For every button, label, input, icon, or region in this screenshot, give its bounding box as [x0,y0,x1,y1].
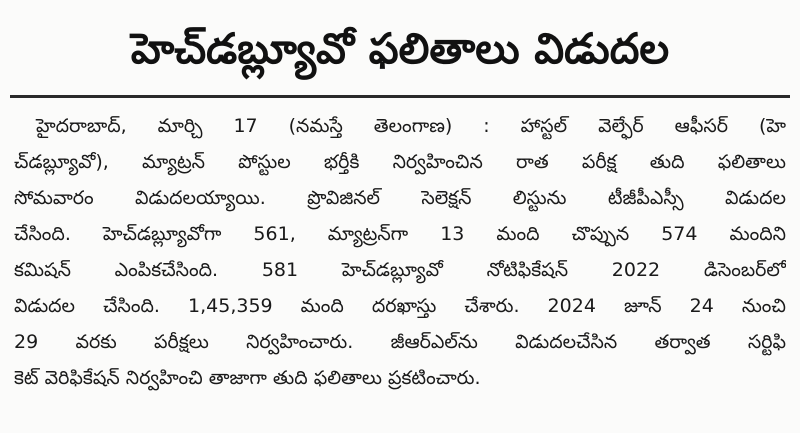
article-line: చ్‌డబ్ల్యూవో), మ్యాట్రన్ పోస్టుల భర్తీకి నిర్వహించిన రాత పరీక్ష తుది ఫలితాలు [14,151,786,173]
article-body [14,108,786,396]
article-line: హైదరాబాద్, మార్చి 17 (నమస్తే తెలంగాణ) : హాస్టల్ వెల్ఫేర్ ఆఫీసర్ (హె [36,115,786,137]
article-line: కెట్ వెరిఫికేషన్ నిర్వహించి తాజాగా తుది ఫలితాలు ప్రకటించారు. [14,367,481,389]
headline-divider [10,95,790,98]
headline: హెచ్‌డబ్ల్యూవో ఫలితాలు విడుదల [130,24,670,73]
article-line: విడుదల చేసింది. 1,45,359 మంది దరఖాస్తు చేశారు. 2024 జూన్ 24 నుంచి [14,295,786,317]
article-line: 29 వరకు పరీక్షలు నిర్వహించారు. జీఆర్‌ఎల్‌ను విడుదలచేసిన తర్వాత సర్టిఫి [14,331,786,353]
article-line: కమిషన్ ఎంపికచేసింది. 581 హెచ్‌డబ్ల్యూవో నోటిఫికేషన్ 2022 డిసెంబర్‌లో [14,259,786,281]
article-line: సోమవారం విడుదలయ్యాయి. ప్రొవిజినల్ సెలెక్షన్ లిస్టును టీజీపీఎస్సీ విడుదల [14,187,786,209]
article-line: చేసింది. హెచ్‌డబ్ల్యూవోగా 561, మ్యాట్రన్‌గా 13 మంది చొప్పున 574 మందిని [14,223,786,245]
